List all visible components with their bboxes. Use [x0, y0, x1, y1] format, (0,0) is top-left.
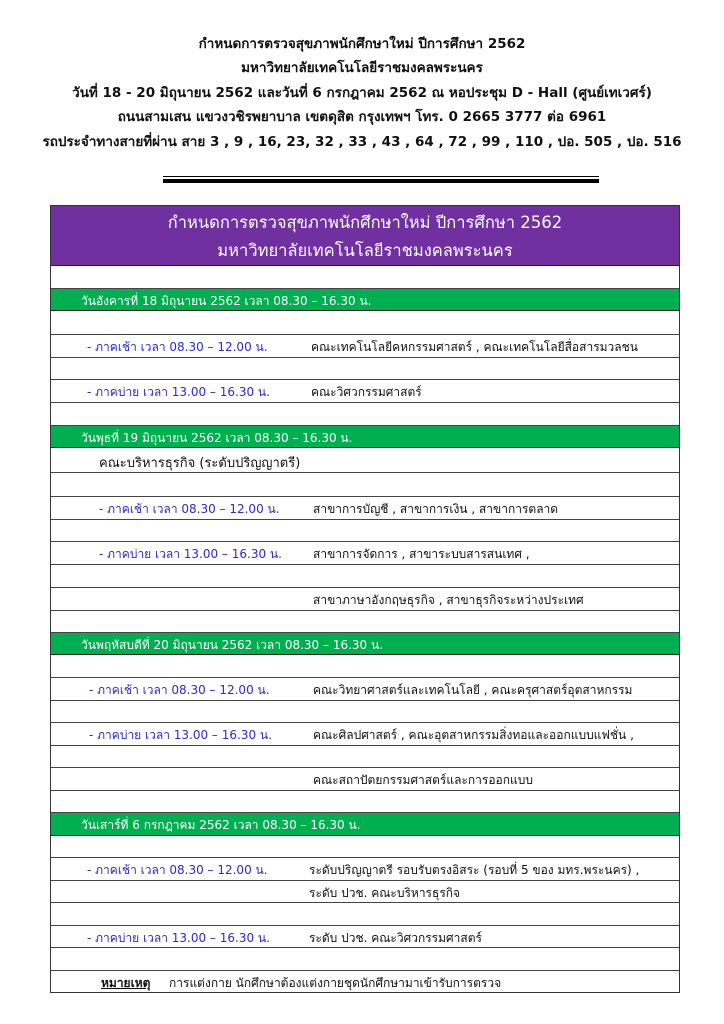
faculty-name: คณะบริหารธุรกิจ (ระดับปริญญาตรี) [99, 456, 301, 471]
note-label: หมายเหตุ [101, 976, 151, 990]
blank-row [51, 266, 679, 289]
day-label: วันพฤหัสบดีที่ 20 มิถุนายน 2562 เวลา 08.30 – 16.30 น. [81, 638, 384, 652]
blank-row [51, 746, 679, 768]
blank-row [51, 903, 679, 926]
session-time: - ภาคเช้า เวลา 08.30 – 12.00 น. [87, 863, 268, 877]
session-time: - ภาคบ่าย เวลา 13.00 – 16.30 น. [87, 385, 270, 399]
header-bus-lines: รถประจำทางสายที่ผ่าน สาย 3 , 9 , 16, 23, 32 , 33 , 43 , 64 , 72 , 99 , 110 , ปอ. 505 , ปอ. 516 [42, 134, 682, 150]
blank-row [51, 311, 679, 335]
blank-row [51, 520, 679, 542]
session-units: สาขาภาษาอังกฤษธุรกิจ , สาขาธุรกิจระหว่างประเทศ [313, 593, 584, 607]
session-units: ระดับ ปวช. คณะบริหารธุรกิจ [309, 886, 461, 900]
day-header-wednesday [51, 426, 679, 448]
header-title: กำหนดการตรวจสุขภาพนักศึกษาใหม่ ปีการศึกษา 2562 [198, 36, 526, 52]
blank-row [51, 655, 679, 678]
table-title [51, 206, 679, 266]
session-row [51, 768, 679, 791]
schedule-table [50, 205, 680, 993]
header-dates-venue: วันที่ 18 - 20 มิถุนายน 2562 และวันที่ 6 กรกฎาคม 2562 ณ หอประชุม D - Hall (ศูนย์เทเวศร์) [72, 85, 652, 101]
blank-row [51, 791, 679, 813]
faculty-row [51, 448, 679, 473]
blank-row [51, 948, 679, 971]
session-row [51, 926, 679, 948]
session-time: - ภาคบ่าย เวลา 13.00 – 16.30 น. [89, 728, 272, 742]
blank-row [51, 565, 679, 588]
session-units: ระดับปริญญาตรี รอบรับตรงอิสระ (รอบที่ 5 ของ มทร.พระนคร) , [309, 863, 640, 877]
day-header-thursday [51, 633, 679, 655]
blank-row [51, 358, 679, 380]
session-time: - ภาคบ่าย เวลา 13.00 – 16.30 น. [87, 931, 270, 945]
session-units: คณะวิทยาศาสตร์และเทคโนโลยี , คณะครุศาสตร์อุตสาหกรรม [313, 683, 633, 697]
session-time: - ภาคเช้า เวลา 08.30 – 12.00 น. [89, 683, 270, 697]
session-time: - ภาคเช้า เวลา 08.30 – 12.00 น. [87, 340, 268, 354]
table-title-line2: มหาวิทยาลัยเทคโนโลยีราชมงคลพระนคร [217, 241, 513, 260]
blank-row [51, 473, 679, 497]
session-row [51, 881, 679, 903]
session-units: คณะวิศวกรรมศาสตร์ [311, 385, 422, 399]
session-row [51, 335, 679, 358]
session-units: คณะเทคโนโลยีคหกรรมศาสตร์ , คณะเทคโนโลยีสื่อสารมวลชน [311, 340, 638, 354]
session-row [51, 858, 679, 881]
blank-row [51, 611, 679, 633]
session-row [51, 497, 679, 520]
session-row [51, 723, 679, 746]
session-time: - ภาคบ่าย เวลา 13.00 – 16.30 น. [99, 547, 282, 561]
session-time: - ภาคเช้า เวลา 08.30 – 12.00 น. [99, 502, 280, 516]
session-row [51, 542, 679, 565]
blank-row [51, 403, 679, 426]
day-label: วันพุธที่ 19 มิถุนายน 2562 เวลา 08.30 – 16.30 น. [81, 431, 353, 445]
day-header-saturday [51, 813, 679, 836]
session-units: ระดับ ปวช. คณะวิศวกรรมศาสตร์ [309, 931, 482, 945]
double-divider [163, 176, 599, 183]
session-units: สาขาการจัดการ , สาขาระบบสารสนเทศ , [313, 547, 530, 561]
session-row [51, 588, 679, 611]
header-address: ถนนสามเสน แขวงวชิรพยาบาล เขตดุสิต กรุงเทพฯ โทร. 0 2665 3777 ต่อ 6961 [117, 109, 607, 125]
session-units: คณะศิลปศาสตร์ , คณะอุตสาหกรรมสิ่งทอและออกแบบแฟชั่น , [313, 728, 634, 742]
note-text: การแต่งกาย นักศึกษาต้องแต่งกายชุดนักศึกษามาเข้ารับการตรวจ [169, 976, 502, 990]
session-units: สาขาการบัญชี , สาขาการเงิน , สาขาการตลาด [313, 502, 559, 516]
session-row [51, 380, 679, 403]
day-label: วันเสาร์ที่ 6 กรกฎาคม 2562 เวลา 08.30 – 16.30 น. [81, 818, 361, 832]
blank-row [51, 701, 679, 723]
blank-row [51, 836, 679, 858]
session-row [51, 678, 679, 701]
day-label: วันอังคารที่ 18 มิถุนายน 2562 เวลา 08.30 – 16.30 น. [81, 294, 372, 308]
table-title-line1: กำหนดการตรวจสุขภาพนักศึกษาใหม่ ปีการศึกษา 2562 [167, 213, 563, 232]
header-university: มหาวิทยาลัยเทคโนโลยีราชมงคลพระนคร [241, 60, 483, 76]
session-units: คณะสถาปัตยกรรมศาสตร์และการออกแบบ [313, 773, 533, 787]
day-header-tuesday [51, 289, 679, 311]
note-row [51, 971, 679, 992]
